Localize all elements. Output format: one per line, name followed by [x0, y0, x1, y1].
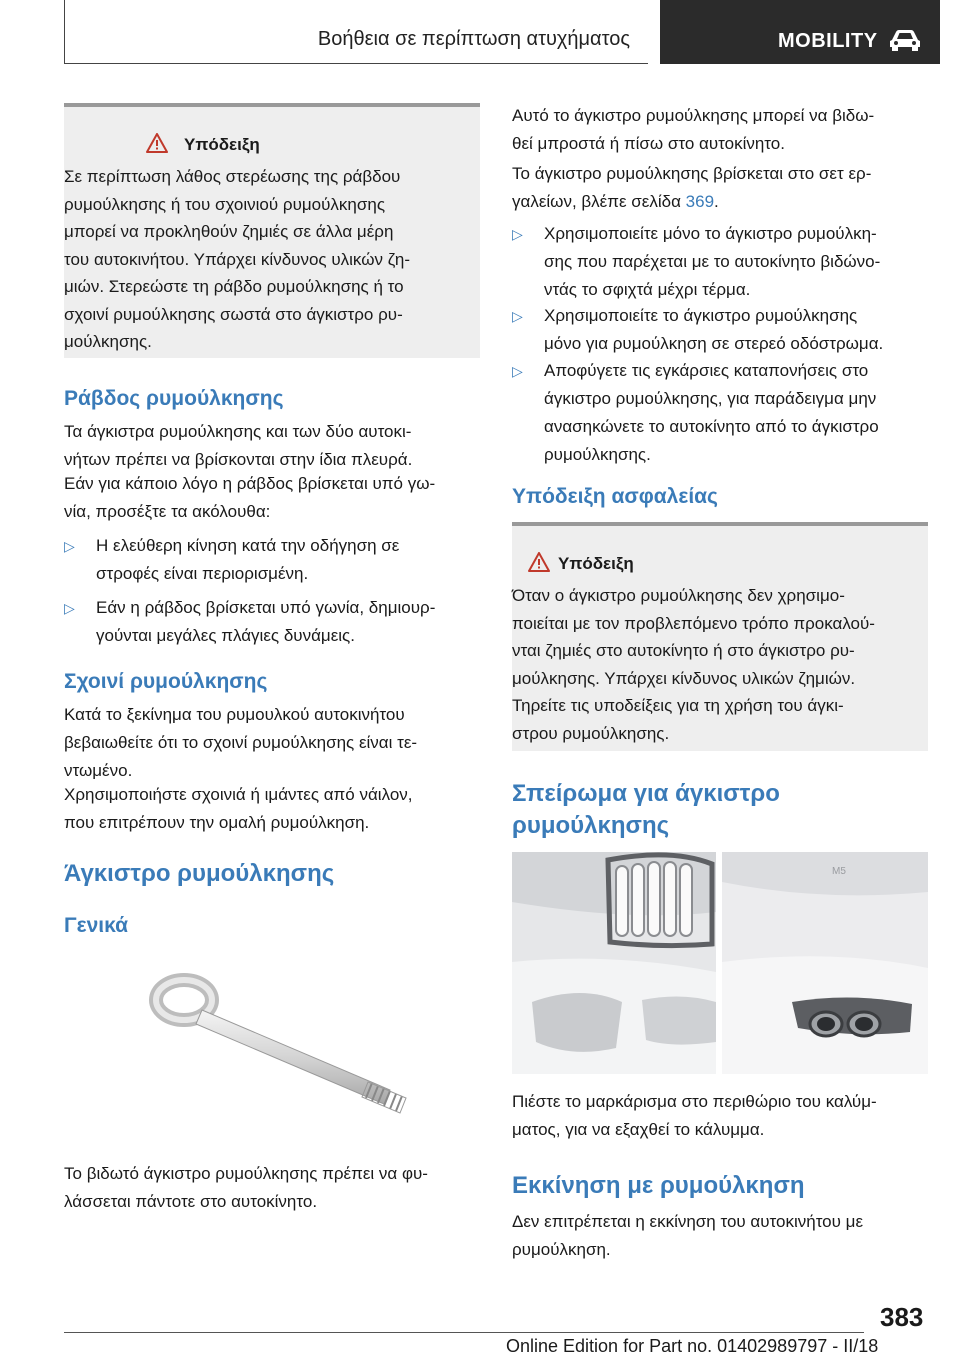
- bullet-triangle-icon: ▷: [512, 363, 523, 379]
- bullet-triangle-icon: ▷: [512, 226, 523, 242]
- svg-text:M5: M5: [832, 866, 846, 877]
- warning-triangle-icon: [528, 552, 550, 572]
- bullet-triangle-icon: ▷: [512, 308, 523, 324]
- warning-note-box: [64, 103, 480, 358]
- edition-label: Online Edition for Part no. 01402989797 - II/18: [506, 1336, 879, 1356]
- thread-heading: Σπείρωμα για άγκιστρο ρυμούλκησης: [512, 780, 780, 839]
- start-heading: Εκκίνηση με ρυμούλκηση: [512, 1172, 805, 1199]
- mobility-tab[interactable]: [660, 0, 940, 64]
- mobility-label: MOBILITY: [778, 30, 878, 52]
- thread-paragraph: Πιέστε το μαρκάρισμα στο περιθώριο του καλύμ‐ ματος, για να εξαχθεί το κάλυμμα.: [512, 1092, 877, 1139]
- note-text: Σε περίπτωση λάθος στερέωσης της ράβδου ρυμούλκησης ή του σχοινιού ρυμούλκησης μπορεί να προκληθούν ζημιές σε άλλα μέρη του αυτοκινήτου. Υπάρχει κίνδυνος υλικών ζη‐ μιών. Στερεώστε τη ράβδο ρυμούλκησης ή το σχοινί ρυμούλκησης σωστά στο άγκιστρο ρυ‐ μούλκησης.: [64, 167, 411, 351]
- car-icon: [888, 29, 922, 51]
- note-title: Υπόδειξη: [184, 135, 260, 154]
- intro-paragraph-1: Αυτό το άγκιστρο ρυμούλκησης μπορεί να βιδω‐ θεί μπροστά ή πίσω στο αυτοκίνητο.: [512, 106, 875, 153]
- hook-heading: Άγκιστρο ρυμούλκησης: [64, 860, 335, 887]
- section-title: Βοήθεια σε περίπτωση ατυχήματος: [317, 28, 630, 50]
- rod-paragraph-1: Τα άγκιστρα ρυμούλκησης και των δύο αυτοκι‐ νήτων πρέπει να βρίσκονται στην ίδια πλευρά.: [64, 422, 413, 469]
- general-heading: Γενικά: [64, 914, 129, 937]
- rope-heading: Σχοινί ρυμούλκησης: [64, 670, 268, 693]
- front-bumper-image: [512, 852, 716, 1074]
- start-paragraph: Δεν επιτρέπεται η εκκίνηση του αυτοκινήτου με ρυμούλκηση.: [512, 1212, 864, 1259]
- page-link-369[interactable]: 369: [685, 192, 715, 211]
- page-number: 383: [880, 1302, 924, 1332]
- note-text: Όταν ο άγκιστρο ρυμούλκησης δεν χρησιμο‐ ποιείται με τον προβλεπόμενο τρόπο προκαλού‐ νται ζημιές στο αυτοκίνητο ή στο άγκιστρο ρυ‐ μούλκησης. Υπάρχει κίνδυνος υλικών ζημιών. Τηρείτε τις υποδείξεις για τη χρήση του άγκι‐ στρου ρυμούλκησης.: [512, 586, 875, 743]
- bullet-triangle-icon: ▷: [64, 600, 75, 616]
- rope-paragraph-2: Χρησιμοποιήστε σχοινιά ή ιμάντες από νάιλον, που επιτρέπουν την ομαλή ρυμούλκηση.: [64, 785, 413, 832]
- rope-paragraph-1: Κατά το ξεκίνημα του ρυμουλκού αυτοκινήτου βεβαιωθείτε ότι το σχοινί ρυμούλκησης είναι τε‐ ντωμένο.: [64, 705, 418, 780]
- tow-hook-image: [140, 970, 440, 1130]
- note-title: Υπόδειξη: [558, 554, 634, 573]
- warning-note-box: [512, 522, 928, 751]
- safety-heading: Υπόδειξη ασφαλείας: [512, 485, 718, 508]
- rod-heading: Ράβδος ρυμούλκησης: [64, 387, 284, 410]
- footer-divider: [64, 1332, 864, 1333]
- rod-paragraph-2: Εάν για κάποιο λόγο η ράβδος βρίσκεται υπό γω‐ νία, προσέξτε τα ακόλουθα:: [64, 474, 436, 521]
- warning-triangle-icon: [146, 133, 168, 153]
- header-section-box: [64, 0, 648, 64]
- intro-paragraph-2: Το άγκιστρο ρυμούλκησης βρίσκεται στο σετ ερ‐ γαλείων, βλέπε σελίδα 369.: [512, 164, 872, 211]
- bullet-triangle-icon: ▷: [64, 538, 75, 554]
- rear-bumper-image: [722, 852, 928, 1074]
- hook-caption: Το βιδωτό άγκιστρο ρυμούλκησης πρέπει να φυ‐ λάσσεται πάντοτε στο αυτοκίνητο.: [64, 1164, 428, 1211]
